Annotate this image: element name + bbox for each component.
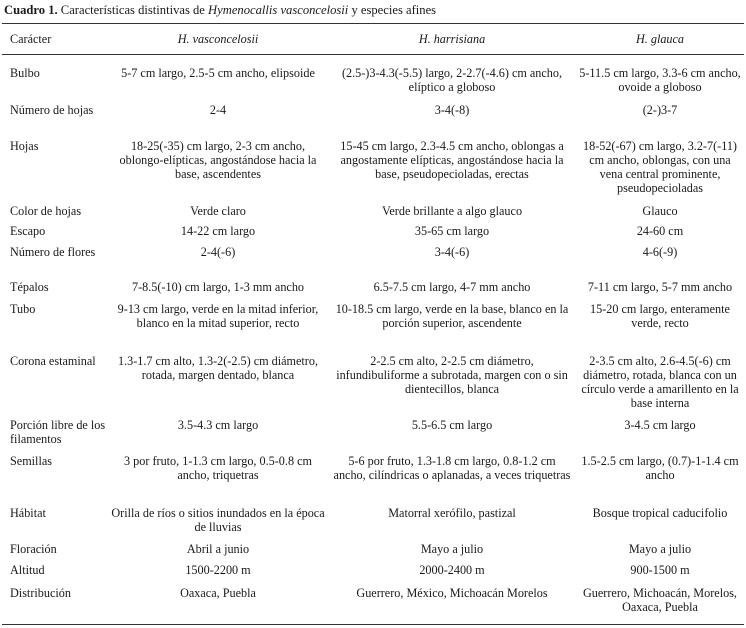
cell-vasconcelosii: 1.3-1.7 cm alto, 1.3-2(-2.5) cm diámetro, rotada, margen dentado, blanca [117, 353, 319, 382]
cell-glauca: (2-)3-7 [642, 102, 678, 117]
header-vasconcelosii [108, 24, 328, 55]
cell-vasconcelosii: 9-13 cm largo, verde en la mitad inferior, blanco en la mitad superior, recto [117, 301, 319, 330]
cell-vasconcelosii: Oaxaca, Puebla [108, 583, 328, 625]
table-row [2, 98, 744, 134]
table-row [2, 221, 744, 242]
cell-harrisiana: 10-18.5 cm largo, verde en la base, blanco en la porción superior, ascendente [335, 301, 569, 330]
characteristics-table [2, 23, 744, 625]
table-row [2, 277, 744, 299]
header-glauca [576, 24, 744, 55]
row-character: Bulbo [10, 66, 40, 80]
row-character: Tépalos [10, 279, 49, 294]
cell-vasconcelosii: 3 por fruto, 1-1.3 cm largo, 0.5-0.8 cm ancho, triquetras [124, 453, 312, 482]
row-character: Tubo [10, 301, 36, 316]
cell-glauca: 4-6(-9) [642, 244, 678, 259]
table-row [2, 503, 744, 539]
cell-glauca: Glauco [642, 203, 678, 218]
row-character: Floración [10, 541, 57, 556]
cell-glauca: 15-20 cm largo, enteramente verde, recto [590, 301, 730, 330]
caption-species: Hymenocallis vasconcelosii [208, 3, 349, 17]
cell-harrisiana: 3-4(-6) [434, 244, 470, 259]
cell-glauca: Bosque tropical caducifolio [592, 505, 728, 520]
table-row [2, 55, 744, 98]
cell-harrisiana: 5.5-6.5 cm largo [411, 417, 493, 432]
cell-glauca: 900-1500 m [630, 562, 690, 577]
caption-text-after: y especies afines [348, 3, 437, 17]
row-character: Corona estaminal [10, 353, 96, 368]
row-character: Hojas [10, 138, 39, 153]
cell-harrisiana: Matorral xerófilo, pastizal [388, 505, 516, 520]
cell-vasconcelosii: 1500-2200 m [185, 562, 251, 577]
cell-harrisiana: (2.5-)3-4.3(-5.5) largo, 2-2.7(-4.6) cm ancho, elíptico a globoso [341, 66, 563, 94]
table-row [2, 200, 744, 221]
cell-glauca: 7-11 cm largo, 5-7 mm ancho [587, 279, 733, 294]
table-row [2, 242, 744, 277]
cell-vasconcelosii: 3.5-4.3 cm largo [177, 417, 259, 432]
row-character: Semillas [10, 453, 52, 468]
cell-glauca: 5-11.5 cm largo, 3.3-6 cm ancho, ovoide a globoso [579, 66, 741, 94]
cell-vasconcelosii: Orilla de ríos o sitios inundados en la época de lluvias [111, 505, 325, 534]
cell-vasconcelosii: 7-8.5(-10) cm largo, 1-3 mm ancho [131, 279, 305, 294]
cell-harrisiana: 5-6 por fruto, 1.3-1.8 cm largo, 0.8-1.2 cm ancho, cilíndricas o aplanadas, a veces triquetras [333, 453, 571, 482]
table-row [2, 134, 744, 200]
header-character: Carácter [2, 24, 108, 55]
table-row [2, 539, 744, 560]
row-character: Número de flores [10, 244, 96, 259]
cell-harrisiana: 35-65 cm largo [414, 223, 490, 238]
cell-harrisiana: 6.5-7.5 cm largo, 4-7 mm ancho [373, 279, 531, 294]
row-character: Hábitat [10, 505, 46, 520]
cell-vasconcelosii: 2-4 [209, 102, 227, 117]
header-glauca-label: H. glauca [635, 32, 685, 46]
cell-vasconcelosii: 2-4(-6) [200, 244, 236, 259]
caption-text-before: Características distintivas de [57, 3, 209, 17]
cell-glauca: 3-4.5 cm largo [624, 417, 696, 432]
cell-vasconcelosii: Abril a junio [186, 541, 250, 556]
cell-glauca: Guerrero, Michoacán, Morelos, Oaxaca, Puebla [576, 583, 744, 625]
header-vasconcelosii-label: H. vasconcelosii [177, 32, 259, 46]
table-row [2, 299, 744, 348]
table-header-row [2, 24, 744, 55]
row-character: Porción libre de los filamentos [10, 417, 106, 446]
table-row [2, 348, 744, 415]
caption-label: Cuadro 1. [4, 3, 58, 17]
cell-glauca: 18-52(-67) cm largo, 3.2-7(-11) cm ancho, oblongas, con una vena central prominente, pseudopecioladas [583, 138, 737, 195]
cell-vasconcelosii: Verde claro [190, 203, 246, 218]
row-character: Escapo [10, 223, 46, 238]
table-row [2, 415, 744, 451]
cell-harrisiana: Guerrero, México, Michoacán Morelos [328, 583, 576, 625]
cell-harrisiana: 2000-2400 m [419, 562, 485, 577]
row-character: Distribución [2, 583, 108, 625]
cell-glauca: 2-3.5 cm alto, 2.6-4.5(-6) cm diámetro, rotada, blanca con un círculo verde a amarillento en la base interna [581, 353, 739, 410]
cell-harrisiana: 3-4(-8) [434, 102, 470, 117]
cell-harrisiana: Mayo a julio [420, 541, 484, 556]
cell-harrisiana: Verde brillante a algo glauco [381, 203, 523, 218]
table-caption [4, 2, 742, 18]
header-harrisiana [328, 24, 576, 55]
cell-vasconcelosii: 5-7 cm largo, 2.5-5 cm ancho, elipsoide [121, 66, 315, 80]
cell-harrisiana: 15-45 cm largo, 2.3-4.5 cm ancho, oblongas a angostamente elípticas, angostándose hacia la base, pseudopecioladas, erectas [340, 138, 564, 181]
cell-harrisiana: 2-2.5 cm alto, 2-2.5 cm diámetro, infundibuliforme a subrotada, margen con o sin dientecillos, blanca [336, 353, 568, 396]
row-character: Número de hojas [10, 102, 94, 117]
row-character: Altitud [10, 562, 45, 577]
table-row [2, 451, 744, 503]
row-character: Color de hojas [10, 203, 82, 218]
header-harrisiana-label: H. harrisiana [418, 32, 486, 46]
cell-glauca: 24-60 cm [636, 223, 684, 238]
cell-vasconcelosii: 14-22 cm largo [180, 223, 256, 238]
cell-glauca: 1.5-2.5 cm largo, (0.7)-1-1.4 cm ancho [581, 453, 739, 482]
table-row [2, 560, 744, 583]
cell-glauca: Mayo a julio [628, 541, 692, 556]
table-row [2, 583, 744, 625]
cell-vasconcelosii: 18-25(-35) cm largo, 2-3 cm ancho, oblongo-elípticas, angostándose hacia la base, ascendentes [119, 138, 317, 181]
